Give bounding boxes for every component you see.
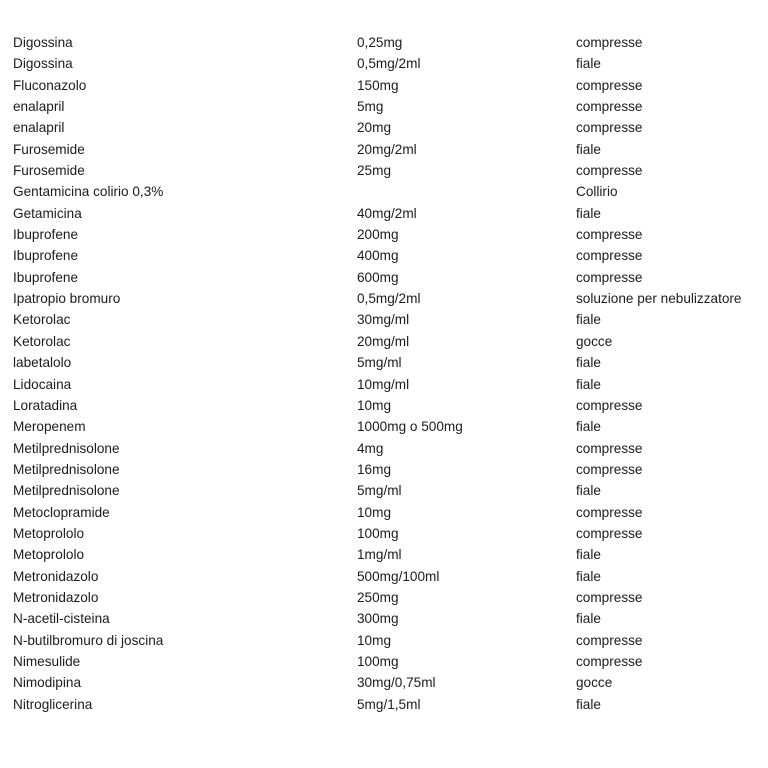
table-row	[0, 352, 768, 373]
table-row	[0, 544, 768, 565]
drug-form: compresse	[576, 525, 643, 541]
table-row	[0, 672, 768, 693]
table-row	[0, 523, 768, 544]
table-row	[0, 608, 768, 629]
table-row	[0, 438, 768, 459]
table-row	[0, 566, 768, 587]
table-row	[0, 117, 768, 138]
drug-name: Ibuprofene	[13, 248, 79, 264]
drug-form: compresse	[576, 504, 643, 520]
table-row	[0, 32, 768, 53]
drug-name: Metilprednisolone	[13, 483, 120, 499]
drug-name: Lidocaina	[13, 376, 72, 392]
drug-name: Metronidazolo	[13, 568, 99, 584]
table-row	[0, 587, 768, 608]
drug-dose: 0,25mg	[357, 35, 403, 50]
drug-dose: 300mg	[357, 611, 399, 627]
drug-dose: 0,5mg/2ml	[357, 291, 421, 307]
drug-name: Digossina	[13, 35, 73, 50]
drug-dose: 200mg	[357, 227, 399, 243]
drug-name: Meropenem	[13, 419, 86, 435]
drug-form: compresse	[576, 397, 643, 413]
drug-form: compresse	[576, 35, 643, 50]
table-row	[0, 245, 768, 266]
drug-name: Nitroglicerina	[13, 696, 93, 712]
drug-dose: 5mg/ml	[357, 483, 402, 499]
drug-name: N-acetil-cisteina	[13, 611, 110, 627]
table-row	[0, 203, 768, 224]
drug-dose: 1000mg o 500mg	[357, 419, 463, 435]
drug-dose: 10mg	[357, 504, 392, 520]
drug-form: compresse	[576, 77, 643, 93]
drug-name: Nimesulide	[13, 653, 81, 669]
drug-table	[0, 32, 768, 715]
drug-name: Furosemide	[13, 141, 85, 157]
drug-form: compresse	[576, 632, 643, 648]
drug-form: fiale	[576, 696, 601, 712]
drug-name: Metilprednisolone	[13, 440, 120, 456]
drug-form: fiale	[576, 141, 601, 157]
table-row	[0, 480, 768, 501]
drug-form: fiale	[576, 547, 601, 563]
table-row	[0, 96, 768, 117]
drug-name: Metoclopramide	[13, 504, 110, 520]
drug-name: N-butilbromuro di joscina	[13, 632, 164, 648]
drug-dose: 20mg	[357, 120, 392, 136]
table-row	[0, 267, 768, 288]
table-row	[0, 416, 768, 437]
table-row	[0, 75, 768, 96]
drug-form: fiale	[576, 312, 601, 328]
drug-form: Collirio	[576, 184, 618, 200]
drug-form: fiale	[576, 611, 601, 627]
drug-form: compresse	[576, 269, 643, 285]
drug-name: enalapril	[13, 120, 65, 136]
drug-name: Gentamicina colirio 0,3%	[13, 184, 164, 200]
table-row	[0, 651, 768, 672]
drug-name: Digossina	[13, 56, 73, 72]
table-row	[0, 224, 768, 245]
drug-form: compresse	[576, 120, 643, 136]
drug-form: gocce	[576, 675, 613, 691]
table-row	[0, 694, 768, 715]
table-row	[0, 181, 768, 202]
drug-form: fiale	[576, 483, 601, 499]
drug-dose: 500mg/100ml	[357, 568, 440, 584]
drug-dose: 20mg/2ml	[357, 141, 417, 157]
drug-name: Furosemide	[13, 163, 85, 179]
drug-name: Metoprololo	[13, 525, 85, 541]
drug-dose: 4mg	[357, 440, 384, 456]
drug-dose: 16mg	[357, 461, 392, 477]
drug-name: Getamicina	[13, 205, 82, 221]
table-row	[0, 630, 768, 651]
drug-form: compresse	[576, 227, 643, 243]
drug-name: Ipatropio bromuro	[13, 291, 121, 307]
drug-dose: 100mg	[357, 653, 399, 669]
drug-form: compresse	[576, 440, 643, 456]
drug-dose: 40mg/2ml	[357, 205, 417, 221]
drug-dose: 10mg/ml	[357, 376, 410, 392]
drug-form: fiale	[576, 205, 601, 221]
drug-dose: 20mg/ml	[357, 333, 410, 349]
drug-dose: 400mg	[357, 248, 399, 264]
drug-name: Ibuprofene	[13, 269, 79, 285]
table-row	[0, 374, 768, 395]
drug-dose: 600mg	[357, 269, 399, 285]
drug-dose: 25mg	[357, 163, 392, 179]
table-row	[0, 502, 768, 523]
drug-dose: 5mg	[357, 99, 384, 115]
drug-name: Nimodipina	[13, 675, 82, 691]
drug-dose: 250mg	[357, 589, 399, 605]
drug-form: fiale	[576, 355, 601, 371]
drug-name: Metronidazolo	[13, 589, 99, 605]
table-row	[0, 53, 768, 74]
drug-form: soluzione per nebulizzatore	[576, 291, 742, 307]
drug-form: gocce	[576, 333, 613, 349]
drug-name: Metilprednisolone	[13, 461, 120, 477]
drug-dose: 100mg	[357, 525, 399, 541]
drug-name: Loratadina	[13, 397, 78, 413]
drug-form: compresse	[576, 248, 643, 264]
drug-dose: 1mg/ml	[357, 547, 402, 563]
drug-dose: 10mg	[357, 632, 392, 648]
table-row	[0, 309, 768, 330]
table-row	[0, 288, 768, 309]
drug-form: compresse	[576, 461, 643, 477]
drug-form: compresse	[576, 99, 643, 115]
drug-dose: 10mg	[357, 397, 392, 413]
table-row	[0, 331, 768, 352]
drug-dose: 30mg/0,75ml	[357, 675, 436, 691]
drug-form: compresse	[576, 589, 643, 605]
drug-name: Metoprololo	[13, 547, 85, 563]
drug-name: labetalolo	[13, 355, 72, 371]
drug-dose: 30mg/ml	[357, 312, 410, 328]
drug-name: Ketorolac	[13, 333, 71, 349]
drug-form: fiale	[576, 56, 601, 72]
table-row	[0, 160, 768, 181]
table-row	[0, 395, 768, 416]
table-row	[0, 459, 768, 480]
drug-form: fiale	[576, 568, 601, 584]
drug-name: Ketorolac	[13, 312, 71, 328]
drug-form: compresse	[576, 653, 643, 669]
drug-dose: 150mg	[357, 77, 399, 93]
drug-form: fiale	[576, 376, 601, 392]
drug-dose: 0,5mg/2ml	[357, 56, 421, 72]
drug-name: Ibuprofene	[13, 227, 79, 243]
drug-name: Fluconazolo	[13, 77, 87, 93]
drug-form: compresse	[576, 163, 643, 179]
drug-name: enalapril	[13, 99, 65, 115]
table-row	[0, 139, 768, 160]
drug-dose: 5mg/ml	[357, 355, 402, 371]
drug-form: fiale	[576, 419, 601, 435]
drug-dose: 5mg/1,5ml	[357, 696, 421, 712]
